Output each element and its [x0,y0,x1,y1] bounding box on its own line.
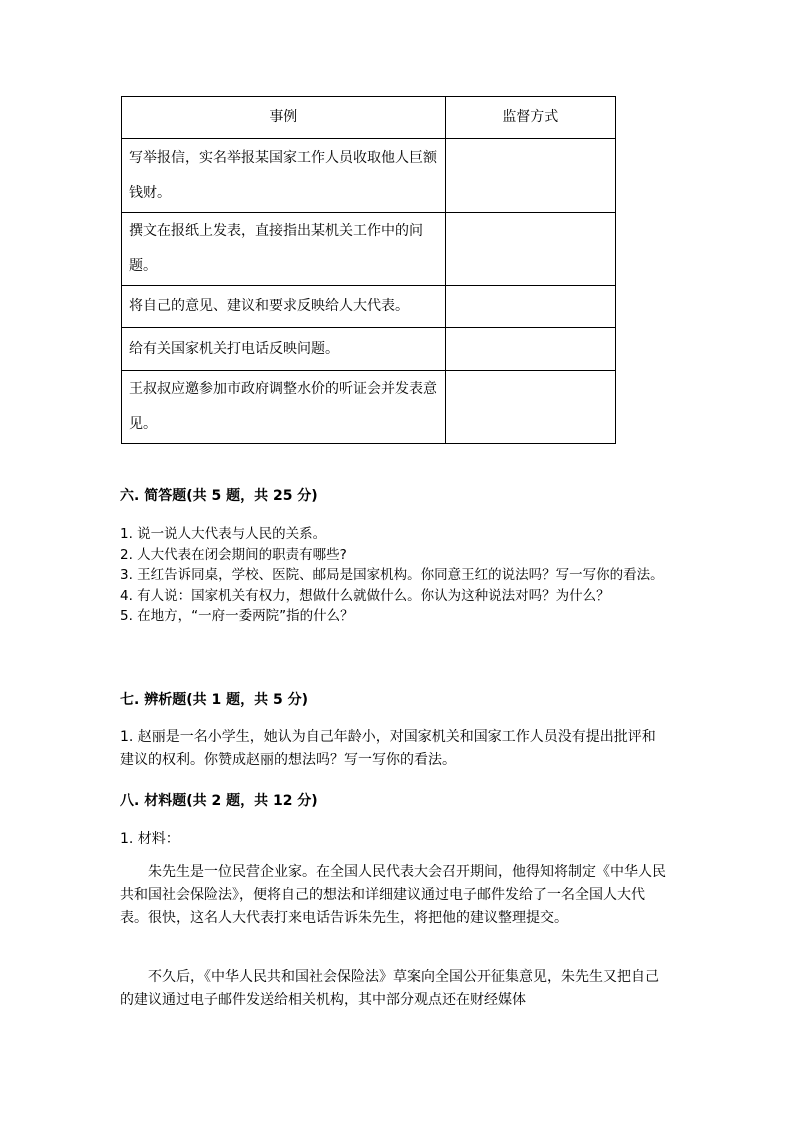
material-paragraph: 朱先生是一位民营企业家。在全国人民代表大会召开期间，他得知将制定《中华人民共和国社会保险法》，便将自己的想法和详细建议通过电子邮件发给了一名全国人大代表。很快，这名人大代表打来电话告诉朱先生，将把他的建议整理提交。 [120,864,666,926]
case-cell: 将自己的意见、建议和要求反映给人大代表。 [122,286,446,328]
table-row [122,371,616,444]
case-cell: 写举报信，实名举报某国家工作人员收取他人巨额钱财。 [122,139,446,213]
section-8-title: 八. 材料题(共 2 题，共 12 分) [120,793,318,809]
section-6-title: 六. 简答题(共 5 题，共 25 分) [120,488,318,504]
material-label: 1. 材料： [120,831,180,847]
case-cell: 给有关国家机关打电话反映问题。 [122,328,446,371]
table-row [122,213,616,286]
table-row [122,286,616,328]
method-cell [445,213,615,286]
case-cell: 王叔叔应邀参加市政府调整水价的听证会并发表意见。 [122,371,446,444]
section-7-question: 1. 赵丽是一名小学生，她认为自己年龄小，对国家机关和国家工作人员没有提出批评和建议的权利。你赞成赵丽的想法吗？写一写你的看法。 [120,729,656,768]
method-cell [445,286,615,328]
method-cell [445,328,615,371]
question-item: 3. 王红告诉同桌，学校、医院、邮局是国家机构。你同意王红的说法吗？写一写你的看法。 [120,567,664,583]
question-item: 2. 人大代表在闭会期间的职责有哪些? [120,546,347,563]
question-item: 5. 在地方，“一府一委两院”指的什么？ [120,608,354,624]
question-item: 1. 说一说人大代表与人民的关系。 [120,526,327,542]
supervision-table [121,96,616,444]
question-item: 4. 有人说：国家机关有权力，想做什么就做什么。你认为这种说法对吗？为什么？ [120,587,610,604]
header-case: 事例 [122,97,446,139]
header-method: 监督方式 [445,97,615,139]
case-cell: 撰文在报纸上发表，直接指出某机关工作中的问题。 [122,213,446,286]
table-row [122,139,616,213]
table-header-row [122,97,616,139]
method-cell [445,139,615,213]
method-cell [445,371,615,444]
material-paragraph: 不久后，《中华人民共和国社会保险法》草案向全国公开征集意见，朱先生又把自己的建议通过电子邮件发送给相关机构，其中部分观点还在财经媒体 [120,969,659,1008]
section-6-questions [120,524,668,627]
section-7-title: 七. 辨析题(共 1 题，共 5 分) [120,692,308,708]
table-row [122,328,616,371]
